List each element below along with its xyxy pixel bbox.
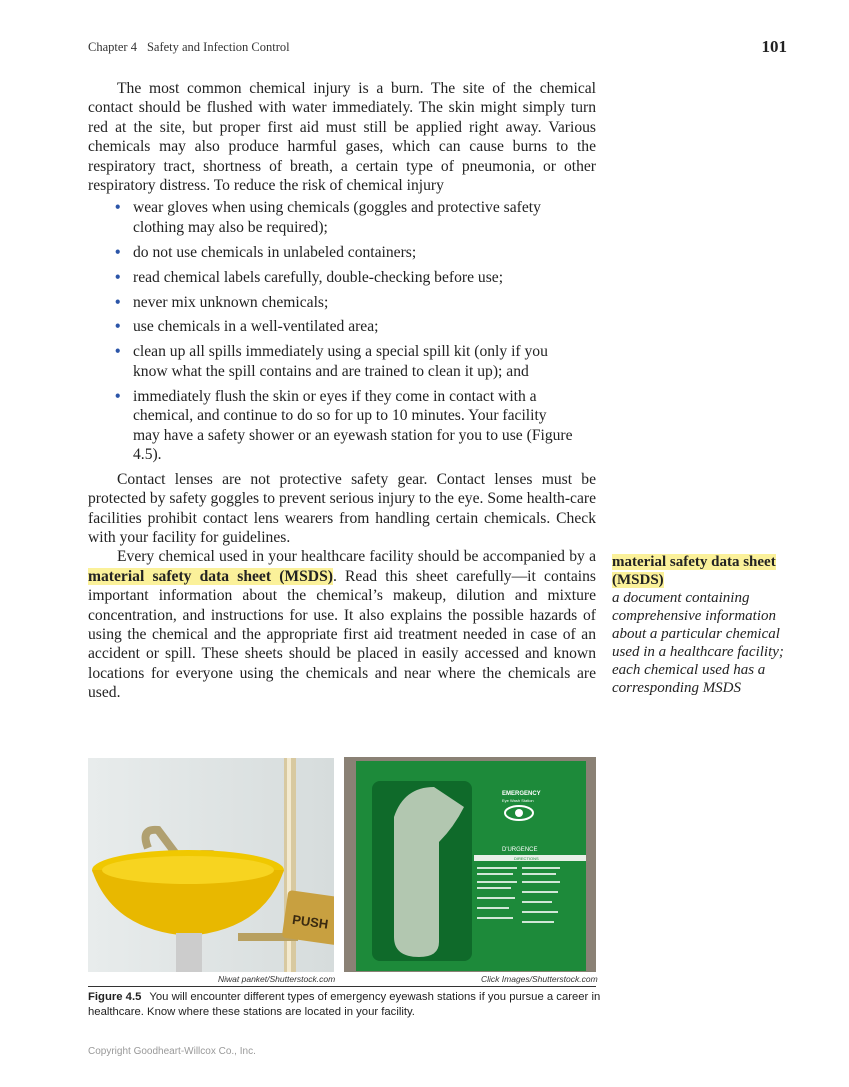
running-header (88, 40, 300, 55)
body-text (88, 79, 596, 703)
list-item: • clean up all spills immediately using a special spill kit (only if you know what the spill contains and are trained to clean it up); and (115, 343, 548, 380)
photo-credit-left: Niwat panket/Shutterstock.com (218, 974, 336, 984)
figure-label: Figure 4.5 (88, 991, 142, 1003)
paragraph: Contact lenses are not protective safety gear. Contact lenses must be protected by safety goggles to prevent serious injury to the eye. Some health-care facilities prohibit contact lens wearers from handling certain chemicals. Check with your facility for guidelines. (88, 470, 596, 547)
list-item: • do not use chemicals in unlabeled containers; (115, 243, 417, 261)
paragraph: The most common chemical injury is a burn. The site of the chemical contact should be flushed with water immediately. The skin might simply turn red at the site, but proper first aid must still be applied right away. Various chemicals may also produce harmful gases, which can cause burns to the respiratory tract, shortness of breath, a certain type of pneumonia, or other respiratory distress. To reduce the risk of chemical injury (88, 80, 596, 195)
paragraph: Every chemical used in your healthcare facility should be accompanied by a material safety data sheet (MSDS). Read this sheet carefully—it contains important information about the chemical’s makeup, dilution and mixture concentration, and instructions for use. It also explains the possible hazards of using the chemical and the appropriate first aid treatment needed in case of an accident or spill. These sheets should be placed in easily accessed and known locations for everyone using the chemicals and near where the chemicals are used. (88, 548, 596, 702)
chapter-title: Safety and Infection Control (146, 40, 290, 54)
copyright: Copyright Goodheart-Willcox Co., Inc. (88, 1046, 256, 1057)
page-number: 101 (761, 37, 787, 56)
sidebar-definition: a document containing comprehensive information about a particular chemical used in a healthcare facility; each chemical used has a corresponding MSDS (612, 590, 784, 696)
station-title: EMERGENCY (502, 791, 541, 797)
svg-text:D'URGENCE: D'URGENCE (502, 847, 538, 853)
list-item: • immediately flush the skin or eyes if they come in contact with a chemical, and continue to do so for up to 10 minutes. Your facility may have a safety shower or an eyewash station for you to use (Figure 4.5). (115, 387, 573, 463)
glossary-term: material safety data sheet (MSDS) (88, 567, 333, 585)
sidebar-term: material safety data sheet (MSDS) (612, 554, 776, 588)
list-item: • read chemical labels carefully, double-checking before use; (115, 268, 504, 286)
svg-text:DIRECTIONS: DIRECTIONS (514, 856, 539, 861)
photo-credit-right: Click Images/Shutterstock.com (481, 974, 598, 984)
chapter-label: Chapter 4 (88, 40, 137, 54)
list-item: • never mix unknown chemicals; (115, 293, 329, 311)
caption-rule (88, 986, 596, 987)
wall-eyewash-station-photo (344, 757, 596, 972)
eyewash-bowl-photo (88, 758, 334, 972)
glossary-sidebar (612, 553, 792, 697)
list-item: • wear gloves when using chemicals (goggles and protective safety clothing may also be required); (115, 199, 541, 236)
figure-caption: Figure 4.5 You will encounter different types of emergency eyewash stations if you pursue a career in healthcare. Know where these stations are located in your facility. (88, 991, 601, 1018)
list-item: • use chemicals in a well-ventilated area; (115, 318, 379, 336)
svg-text:Eye Wash Station: Eye Wash Station (502, 798, 534, 803)
bullet-list (88, 198, 596, 464)
push-sign: PUSH (291, 911, 330, 932)
